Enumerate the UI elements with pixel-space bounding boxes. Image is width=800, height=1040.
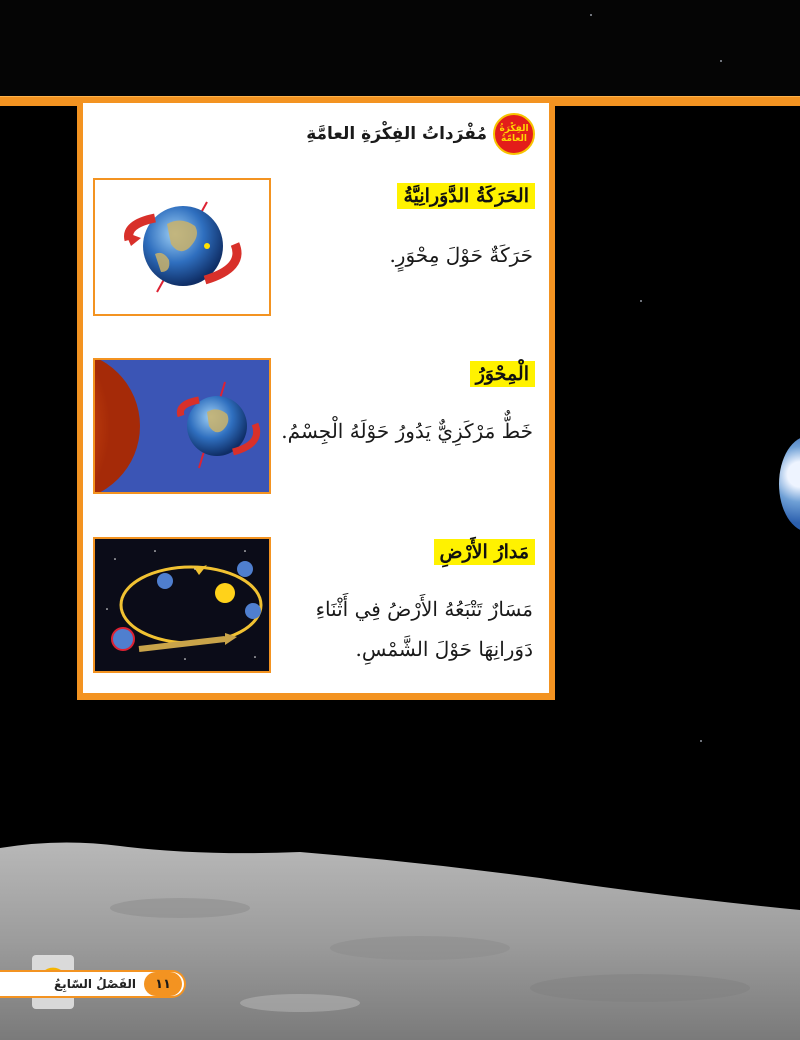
- panel-title: مُفْرَداتُ الفِكْرَةِ العامَّةِ: [306, 124, 487, 144]
- orbit-diagram-icon: [95, 539, 269, 671]
- term-earth-orbit: مَدارُ الأَرْضِ: [434, 539, 535, 565]
- definition-earth-orbit-line-2: دَوَرانِهَا حَوْلَ الشَّمْسِ.: [355, 637, 533, 661]
- star: [590, 14, 592, 16]
- earth-rotation-image: [93, 178, 271, 316]
- footer-bar: [0, 970, 186, 998]
- star: [640, 300, 642, 302]
- panel-header: [306, 113, 535, 155]
- badge-line-2: العامّةُ: [501, 134, 527, 144]
- top-band: [0, 0, 800, 96]
- page-footer: [0, 970, 186, 998]
- definition-axis: خَطٌّ مَرْكَزِيٌّ يَدُورُ حَوْلَهُ الْجِسْمُ.: [281, 419, 533, 443]
- star: [720, 60, 722, 62]
- big-idea-badge: [493, 113, 535, 155]
- term-rotation: الحَرَكَةُ الدَّوَرانِيَّةُ: [397, 183, 535, 209]
- star: [700, 740, 702, 742]
- moon-surface-image: [0, 838, 800, 1040]
- earth-rotation-icon: [95, 180, 269, 314]
- earth-orbit-image: [93, 537, 271, 673]
- badge-line-1: الفِكْرَةُ: [499, 124, 529, 134]
- vocabulary-panel: [77, 103, 555, 700]
- definition-earth-orbit-line-1: مَسَارٌ تَتْبَعُهُ الأَرْضُ فِي أَثْنَاءِ: [315, 597, 533, 621]
- term-axis: الْمِحْوَرُ: [470, 361, 535, 387]
- definition-rotation: حَرَكَةٌ حَوْلَ مِحْوَرٍ.: [389, 243, 533, 267]
- sun-earth-axis-image: [93, 358, 271, 494]
- page-number: ١١: [144, 972, 182, 996]
- chapter-label: الفَصْلُ السّابِعُ: [53, 977, 136, 991]
- sun-earth-icon: [95, 360, 269, 492]
